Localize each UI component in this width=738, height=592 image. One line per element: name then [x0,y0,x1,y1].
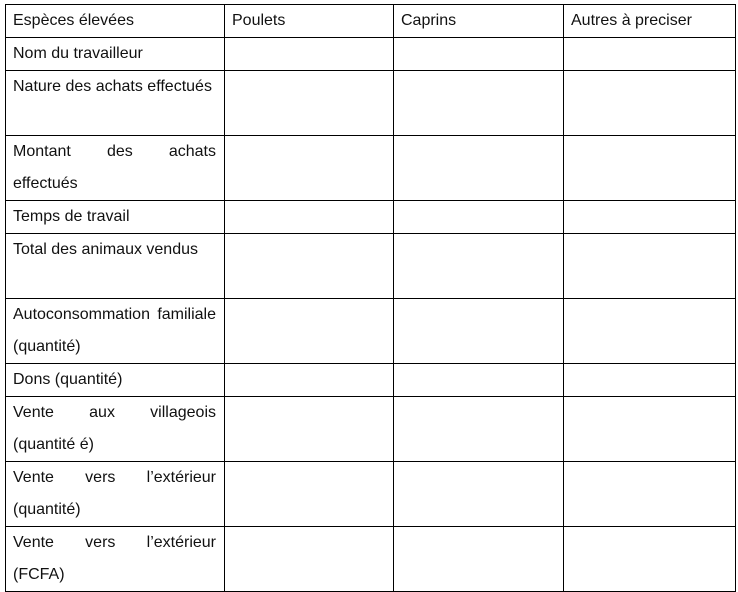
table-cell [564,397,736,462]
table-row [6,234,736,299]
table-header-row [6,5,736,38]
table-row [6,397,736,462]
table-cell [225,234,394,299]
table-cell [564,201,736,234]
row-label: Montant des achats effectués [6,136,225,201]
table-cell [564,299,736,364]
row-label: Vente vers l’extérieur (quantité) [6,462,225,527]
table-cell [394,462,564,527]
table-row [6,299,736,364]
table-row [6,71,736,136]
row-label: Nom du travailleur [6,38,225,71]
table-cell [394,527,564,592]
row-label: Total des animaux vendus [6,234,225,299]
table-cell [225,71,394,136]
table-cell [564,136,736,201]
header-poulets: Poulets [225,5,394,38]
row-label: Vente aux villageois (quantité é) [6,397,225,462]
row-label: Nature des achats effectués [6,71,225,136]
table-row [6,136,736,201]
row-label: Vente vers l’extérieur (FCFA) [6,527,225,592]
row-label: Autoconsommation familiale (quantité) [6,299,225,364]
table-row [6,201,736,234]
row-label: Dons (quantité) [6,364,225,397]
table-row [6,462,736,527]
table-cell [225,299,394,364]
table-cell [564,364,736,397]
row-label: Temps de travail [6,201,225,234]
table-cell [394,299,564,364]
table-cell [564,38,736,71]
livestock-survey-table [5,4,736,592]
table-cell [225,38,394,71]
table-row [6,38,736,71]
table-cell [394,38,564,71]
table-cell [225,136,394,201]
table-cell [394,234,564,299]
table-cell [564,71,736,136]
table-cell [225,462,394,527]
header-caprins: Caprins [394,5,564,38]
table-cell [394,201,564,234]
table-cell [225,397,394,462]
table-row [6,527,736,592]
table-cell [564,527,736,592]
table-row [6,364,736,397]
table-cell [564,234,736,299]
table-cell [225,201,394,234]
table-cell [564,462,736,527]
table-cell [225,364,394,397]
table-cell [394,364,564,397]
table-cell [394,71,564,136]
table-cell [394,136,564,201]
table-cell [394,397,564,462]
table-cell [225,527,394,592]
header-autres: Autres à preciser [564,5,736,38]
header-species: Espèces élevées [6,5,225,38]
